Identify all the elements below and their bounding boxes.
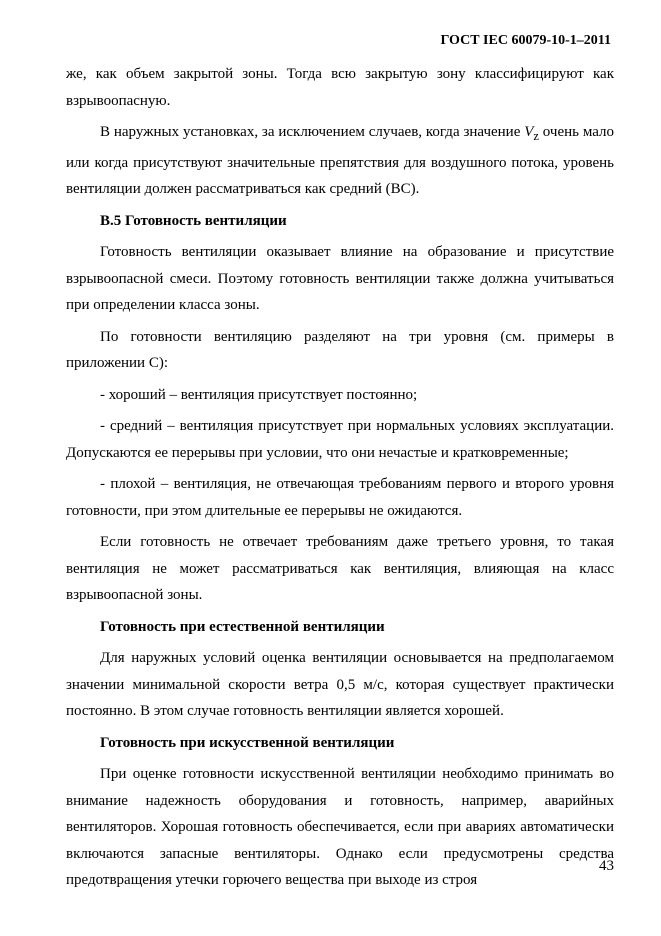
section-heading-ventilation-availability: В.5 Готовность вентиляции [100,212,287,229]
variable-v: V [524,124,534,140]
subheading-natural-ventilation: Готовность при естественной вентиляции [100,618,385,635]
list-item-medium: - средний – вентиляция присутствует при нормальных условиях эксплуатации. Допускаются ее перерывы при условии, что они нечастые и кратковременные; [66,418,614,461]
paragraph-continuation: же, как объем закрытой зоны. Тогда всю закрытую зону классифицируют как взрывоопасную. [66,66,614,109]
list-item-poor: - плохой – вентиляция, не отвечающая требованиям первого и второго уровня готовности, при этом длительные ее перерывы не ожидаются. [66,476,614,519]
paragraph-outdoor-installations [66,119,614,203]
paragraph-artificial-ventilation: При оценке готовности искусственной вентиляции необходимо принимать во внимание надежность оборудования и готовность, например, аварийных вентиляторов. Хорошая готовность обеспечивается, если при авариях автоматически включаются запасные вентиляторы. Однако если предусмотрены средства предотвращения утечки горючего вещества при выходе из строя [66,766,614,888]
variable-subscript: z [533,129,539,143]
paragraph-text-after: очень мало или когда присутствуют значительные препятствия для воздушного потока, уровень вентиляции должен рассматриваться как средний (ВС). [66,124,614,197]
paragraph-natural-ventilation: Для наружных условий оценка вентиляции основывается на предполагаемом значении минимальной скорости ветра 0,5 м/с, которая существует практически постоянно. В этом случае готовность вентиляции является хорошей. [66,650,614,719]
list-item-good: - хороший – вентиляция присутствует постоянно; [100,386,418,403]
paragraph-text-before: В наружных установках, за исключением случаев, когда значение [100,124,525,140]
paragraph-below-third-level: Если готовность не отвечает требованиям даже третьего уровня, то такая вентиляция не может рассматриваться как вентиляция, влияющая на класс взрывоопасной зоны. [66,534,614,603]
subheading-artificial-ventilation: Готовность при искусственной вентиляции [100,734,395,751]
document-header-code: ГОСТ IEC 60079-10-1–2011 [440,33,611,48]
paragraph-three-levels: По готовности вентиляцию разделяют на три уровня (см. примеры в приложении С): [66,328,614,371]
paragraph-availability-influence: Готовность вентиляции оказывает влияние на образование и присутствие взрывоопасной смеси. Поэтому готовность вентиляции также должна учитываться при определении класса зоны. [66,244,614,313]
page-number: 43 [599,858,614,874]
document-body [66,61,614,899]
